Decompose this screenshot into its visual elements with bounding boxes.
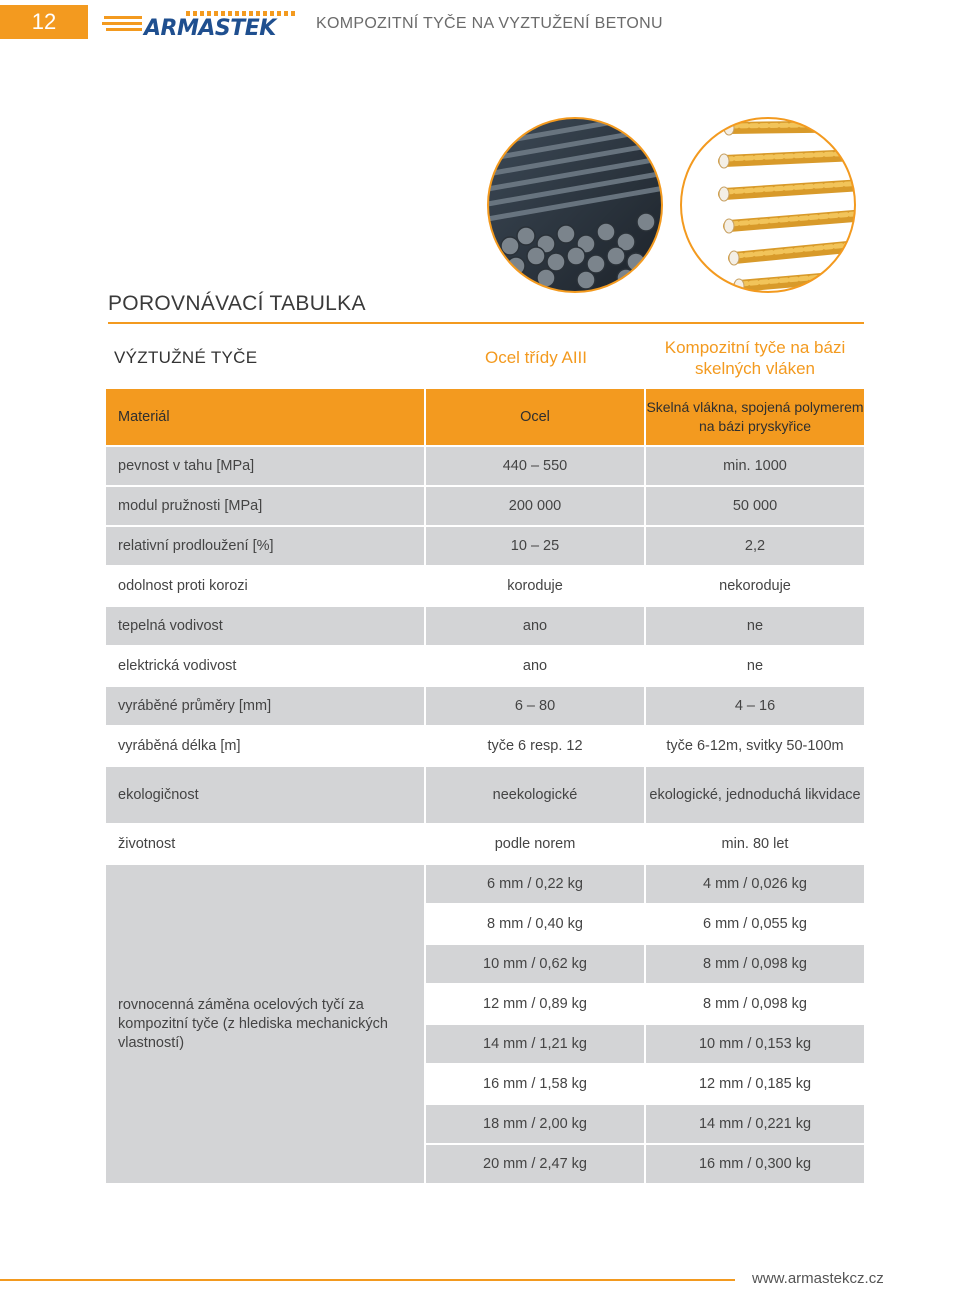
table-row xyxy=(106,527,864,567)
composite-equivalent: 12 mm / 0,185 kg xyxy=(646,1065,864,1105)
row-label: vyráběné průměry [mm] xyxy=(106,687,426,727)
composite-rebar-image xyxy=(679,116,857,294)
steel-value: 6 – 80 xyxy=(426,687,646,727)
material-composite: Skelná vlákna, spojená polymerem na bázi pryskyřice xyxy=(646,389,864,447)
composite-value: nekoroduje xyxy=(646,567,864,607)
steel-value: neekologické xyxy=(426,767,646,825)
table-row xyxy=(106,647,864,687)
column-header-composite: Kompozitní tyče na bázi skelných vláken xyxy=(664,338,846,378)
column-header-steel: Ocel třídy AIII xyxy=(484,348,588,367)
row-label: relativní prodloužení [%] xyxy=(106,527,426,567)
steel-equivalent: 10 mm / 0,62 kg xyxy=(426,945,646,985)
steel-equivalent: 12 mm / 0,89 kg xyxy=(426,985,646,1025)
comparison-table xyxy=(106,389,864,1185)
equivalence-label: rovnocenná záměna ocelových tyčí za kompozitní tyče (z hlediska mechanických vlastností) xyxy=(106,865,426,1185)
composite-equivalent: 10 mm / 0,153 kg xyxy=(646,1025,864,1065)
logo-wordmark: ARMASTEK xyxy=(144,16,276,38)
row-label: vyráběná délka [m] xyxy=(106,727,426,767)
composite-equivalent: 8 mm / 0,098 kg xyxy=(646,985,864,1025)
steel-value: ano xyxy=(426,607,646,647)
steel-equivalent: 6 mm / 0,22 kg xyxy=(426,865,646,905)
steel-equivalent: 14 mm / 1,21 kg xyxy=(426,1025,646,1065)
composite-equivalent: 8 mm / 0,098 kg xyxy=(646,945,864,985)
page-header xyxy=(0,0,960,46)
row-label: životnost xyxy=(106,825,426,865)
steel-value: podle norem xyxy=(426,825,646,865)
steel-value: koroduje xyxy=(426,567,646,607)
composite-equivalent: 6 mm / 0,055 kg xyxy=(646,905,864,945)
armastek-logo[interactable] xyxy=(102,10,302,38)
composite-equivalent: 4 mm / 0,026 kg xyxy=(646,865,864,905)
row-label: pevnost v tahu [MPa] xyxy=(106,447,426,487)
steel-value: 200 000 xyxy=(426,487,646,527)
composite-value: min. 80 let xyxy=(646,825,864,865)
composite-value: 4 – 16 xyxy=(646,687,864,727)
footer-website-link[interactable]: www.armastekcz.cz xyxy=(752,1270,884,1287)
table-row xyxy=(106,727,864,767)
material-steel: Ocel xyxy=(426,389,646,447)
steel-equivalent: 16 mm / 1,58 kg xyxy=(426,1065,646,1105)
table-header-row xyxy=(106,389,864,447)
steel-value: 440 – 550 xyxy=(426,447,646,487)
row-label: modul pružnosti [MPa] xyxy=(106,487,426,527)
composite-equivalent: 16 mm / 0,300 kg xyxy=(646,1145,864,1185)
table-row xyxy=(106,487,864,527)
composite-value: 2,2 xyxy=(646,527,864,567)
composite-equivalent: 14 mm / 0,221 kg xyxy=(646,1105,864,1145)
steel-value: tyče 6 resp. 12 xyxy=(426,727,646,767)
table-row xyxy=(106,687,864,727)
steel-value: ano xyxy=(426,647,646,687)
footer-divider xyxy=(0,1279,735,1281)
column-header-label: VÝZTUŽNÉ TYČE xyxy=(114,348,258,367)
page-number: 12 xyxy=(0,5,88,39)
steel-value: 10 – 25 xyxy=(426,527,646,567)
steel-equivalent: 8 mm / 0,40 kg xyxy=(426,905,646,945)
composite-value: min. 1000 xyxy=(646,447,864,487)
header-title: KOMPOZITNÍ TYČE NA VYZTUŽENÍ BETONU xyxy=(316,15,663,32)
composite-value: ekologické, jednoduchá likvidace xyxy=(646,767,864,825)
table-row xyxy=(106,825,864,865)
composite-value: ne xyxy=(646,647,864,687)
table-row xyxy=(106,607,864,647)
section-title: POROVNÁVACÍ TABULKA xyxy=(108,292,366,315)
row-label: tepelná vodivost xyxy=(106,607,426,647)
section-divider xyxy=(108,322,864,324)
steel-rebar-image xyxy=(486,116,664,294)
table-row xyxy=(106,567,864,607)
material-label: Materiál xyxy=(106,389,426,447)
row-label: elektrická vodivost xyxy=(106,647,426,687)
row-label: ekologičnost xyxy=(106,767,426,825)
equivalence-row xyxy=(106,865,864,905)
composite-value: tyče 6-12m, svitky 50-100m xyxy=(646,727,864,767)
table-row xyxy=(106,447,864,487)
composite-value: ne xyxy=(646,607,864,647)
steel-equivalent: 20 mm / 2,47 kg xyxy=(426,1145,646,1185)
table-row xyxy=(106,767,864,825)
row-label: odolnost proti korozi xyxy=(106,567,426,607)
composite-value: 50 000 xyxy=(646,487,864,527)
steel-equivalent: 18 mm / 2,00 kg xyxy=(426,1105,646,1145)
